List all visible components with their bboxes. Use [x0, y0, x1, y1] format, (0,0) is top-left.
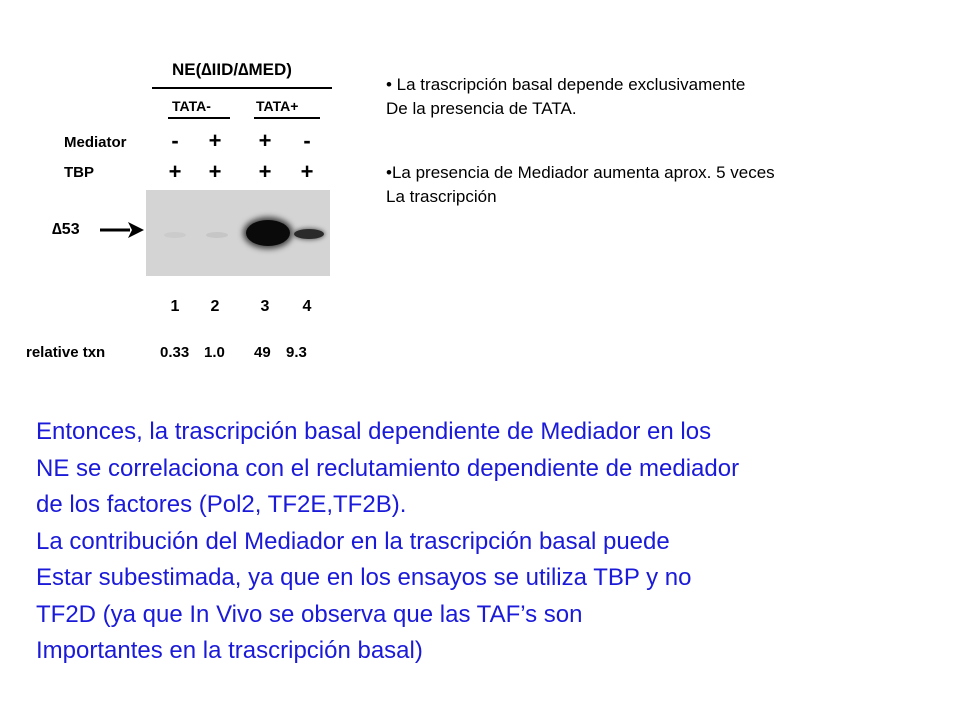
mediator-lane-2: + — [208, 128, 222, 153]
mediator-lane-4: - — [303, 128, 311, 153]
paragraph-line-6: TF2D (ya que In Vivo se observa que las TAF’s son — [36, 600, 583, 628]
mediator-lane-1: - — [171, 128, 179, 153]
relative-txn-lane-3: 49 — [254, 344, 271, 361]
tbp-label: TBP — [64, 164, 94, 181]
relative-txn-lane-1: 0.33 — [160, 344, 190, 361]
band-lane-3 — [246, 220, 290, 246]
bullet-item-2 — [386, 161, 775, 209]
bullet-2-line-2: La trascripción — [386, 187, 497, 206]
lane-number-1: 1 — [170, 298, 180, 315]
condition-tata-plus: TATA+ — [256, 98, 299, 114]
figure-header: NE(∆IID/∆MED) — [172, 60, 292, 79]
tbp-lane-4: + — [300, 159, 314, 184]
tbp-lane-1: + — [168, 159, 182, 184]
gel-image — [146, 190, 330, 276]
band-label: ∆53 — [52, 221, 80, 238]
paragraph-line-7: Importantes en la trascripción basal) — [36, 637, 423, 664]
paragraph-line-1: Entonces, la trascripción basal dependiente de Mediador en los — [36, 418, 712, 445]
condition-tata-minus: TATA- — [172, 98, 211, 114]
conclusion-paragraph — [36, 414, 946, 670]
paragraph-line-5: Estar subestimada, ya que en los ensayos se utiliza TBP y no — [36, 564, 692, 591]
band-arrow-icon — [100, 220, 144, 240]
lane-number-3: 3 — [260, 298, 270, 315]
bullet-item-1 — [386, 73, 745, 121]
relative-txn-lane-4: 9.3 — [286, 344, 307, 361]
lane-number-4: 4 — [302, 298, 312, 315]
mediator-lane-3: + — [258, 128, 272, 153]
mediator-label: Mediator — [64, 134, 127, 151]
band-lane-2 — [206, 232, 228, 238]
relative-txn-lane-2: 1.0 — [204, 344, 225, 361]
bullet-2-line-1: •La presencia de Mediador aumenta aprox. 5 veces — [386, 163, 775, 182]
bullet-1-line-2: De la presencia de TATA. — [386, 99, 577, 118]
condition-underline-1 — [168, 117, 230, 119]
condition-underline-2 — [254, 117, 320, 119]
relative-txn-label: relative txn — [26, 344, 106, 361]
lane-number-2: 2 — [210, 298, 220, 315]
tbp-lane-2: + — [208, 159, 222, 184]
bullet-1-line-1: • La trascripción basal depende exclusivamente — [386, 75, 746, 94]
header-underline — [152, 87, 332, 89]
band-lane-4 — [294, 229, 324, 239]
band-lane-1 — [164, 232, 186, 238]
paragraph-line-3: de los factores (Pol2, TF2E,TF2B). — [36, 491, 407, 518]
paragraph-line-4: La contribución del Mediador en la trascripción basal puede — [36, 527, 670, 555]
tbp-lane-3: + — [258, 159, 272, 184]
paragraph-line-2: NE se correlaciona con el reclutamiento dependiente de mediador — [36, 454, 740, 482]
